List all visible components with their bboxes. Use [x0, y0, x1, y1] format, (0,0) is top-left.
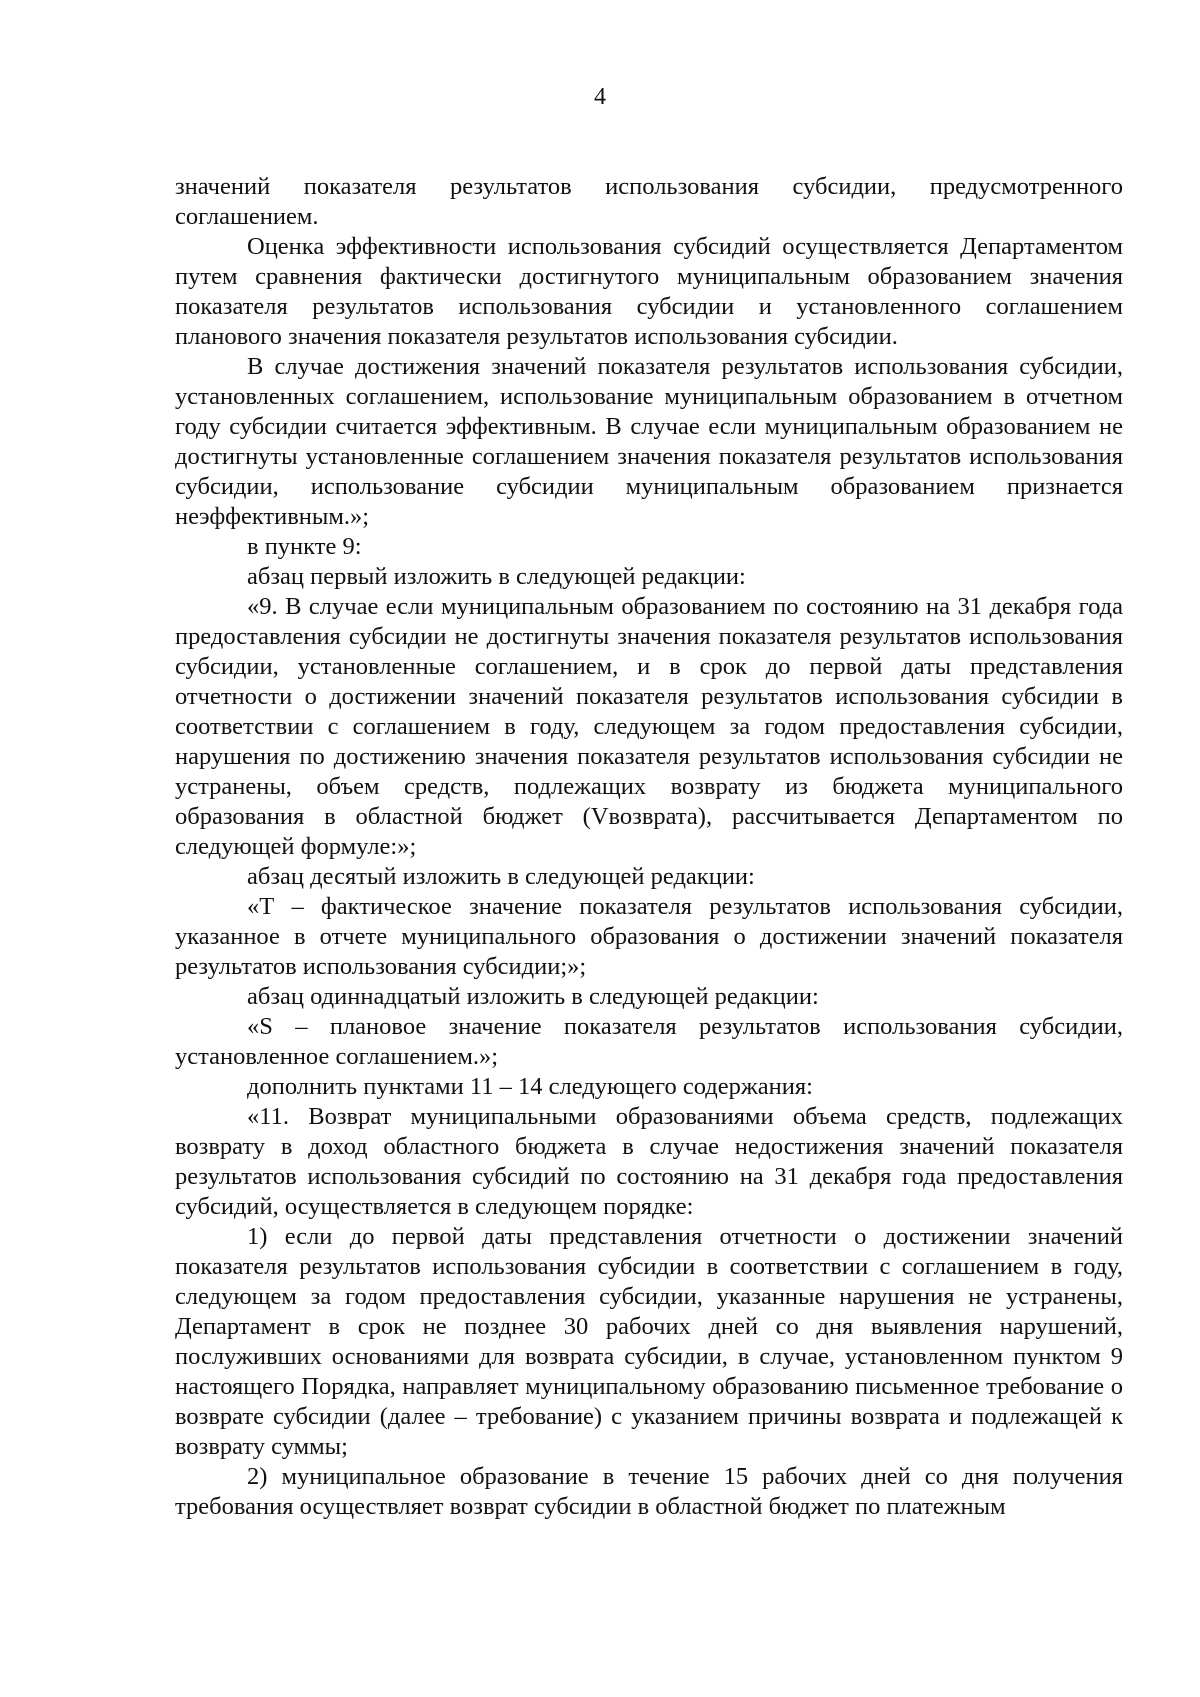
paragraph: «11. Возврат муниципальными образованиями объема средств, подлежащих возврату в доход областного бюджета в случае недостижения значений показателя результатов использования субсидий по состоянию на 31 декабря года предоставления субсидий, осуществляется в следующем порядке:	[175, 1103, 1123, 1220]
page-number: 4	[594, 84, 606, 110]
paragraph: «S – плановое значение показателя результатов использования субсидии, установленное соглашением.»;	[175, 1013, 1123, 1070]
paragraph: в пункте 9:	[247, 533, 362, 560]
paragraph: дополнить пунктами 11 – 14 следующего содержания:	[247, 1073, 813, 1100]
paragraph: абзац первый изложить в следующей редакции:	[247, 563, 746, 590]
paragraph: «Т – фактическое значение показателя результатов использования субсидии, указанное в отчете муниципального образования о достижении значений показателя результатов использования субсидии;»;	[175, 893, 1123, 980]
paragraph: В случае достижения значений показателя результатов использования субсидии, установленных соглашением, использование муниципальным образованием в отчетном году субсидии считается эффективным. В случае если муниципальным образованием не достигнуты установленные соглашением значения показателя результатов использования субсидии, использование субсидии муниципальным образованием признается неэффективным.»;	[175, 353, 1123, 530]
body-text	[175, 172, 1123, 1522]
paragraph: абзац десятый изложить в следующей редакции:	[247, 863, 755, 890]
paragraph: абзац одиннадцатый изложить в следующей редакции:	[247, 983, 819, 1010]
paragraph: 1) если до первой даты представления отчетности о достижении значений показателя результатов использования субсидии в соответствии с соглашением в году, следующем за годом предоставления субсидии, указанные нарушения не устранены, Департамент в срок не позднее 30 рабочих дней со дня выявления нарушений, послуживших основаниями для возврата субсидии, в случае, установленном пунктом 9 настоящего Порядка, направляет муниципальному образованию письменное требование о возврате субсидии (далее – требование) с указанием причины возврата и подлежащей к возврату суммы;	[175, 1223, 1123, 1460]
paragraph: 2) муниципальное образование в течение 15 рабочих дней со дня получения требования осуществляет возврат субсидии в областной бюджет по платежным	[175, 1463, 1123, 1520]
paragraph: значений показателя результатов использования субсидии, предусмотренного соглашением.	[175, 173, 1123, 230]
paragraph: «9. В случае если муниципальным образованием по состоянию на 31 декабря года предоставления субсидии не достигнуты значения показателя результатов использования субсидии, установленные соглашением, и в срок до первой даты представления отчетности о достижении значений показателя результатов использования субсидии в соответствии с соглашением в году, следующем за годом предоставления субсидии, нарушения по достижению значения показателя результатов использования субсидии не устранены, объем средств, подлежащих возврату из бюджета муниципального образования в областной бюджет (Vвозврата), рассчитывается Департаментом по следующей формуле:»;	[175, 593, 1123, 860]
paragraph: Оценка эффективности использования субсидий осуществляется Департаментом путем сравнения фактически достигнутого муниципальным образованием значения показателя результатов использования субсидии и установленного соглашением планового значения показателя результатов использования субсидии.	[175, 233, 1123, 350]
